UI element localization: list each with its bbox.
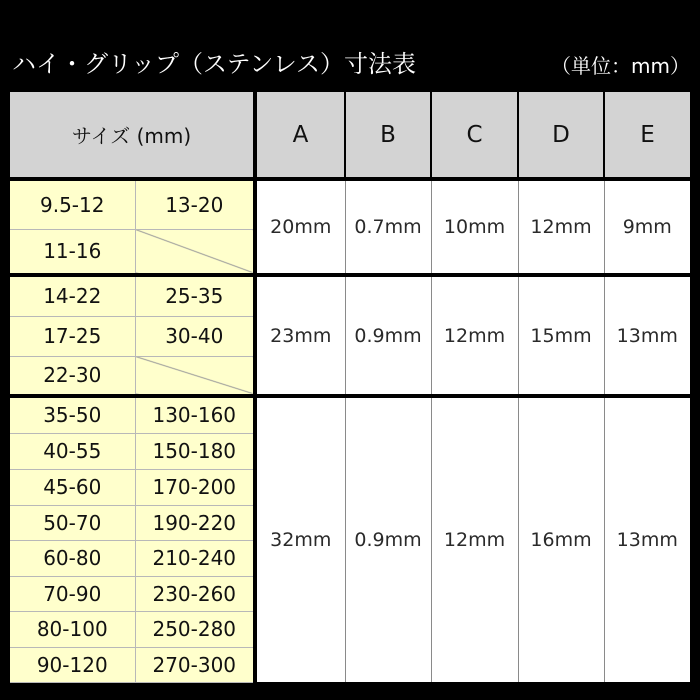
- column-header-b: B: [345, 92, 431, 179]
- size-cell: 40-55: [10, 433, 135, 469]
- column-header-d: D: [518, 92, 604, 179]
- value-d: 12mm: [518, 179, 604, 275]
- unit-label: （単位：mm）: [551, 54, 690, 78]
- size-cell: 170-200: [135, 469, 255, 505]
- size-cell: 11-16: [10, 229, 135, 275]
- value-b: 0.7mm: [345, 179, 431, 275]
- size-cell: 9.5-12: [10, 179, 135, 229]
- value-b: 0.9mm: [345, 275, 431, 396]
- size-cell: 90-120: [10, 647, 135, 682]
- page-title: ハイ・グリップ（ステンレス）寸法表: [12, 50, 417, 78]
- size-cell: 13-20: [135, 179, 255, 229]
- size-cell: 150-180: [135, 433, 255, 469]
- header-row: [10, 92, 690, 179]
- column-header-a: A: [255, 92, 345, 179]
- value-e: 13mm: [604, 275, 690, 396]
- size-cell: 45-60: [10, 469, 135, 505]
- size-cell: 30-40: [135, 316, 255, 356]
- table-row: [10, 275, 690, 316]
- size-cell: 190-220: [135, 505, 255, 540]
- value-b: 0.9mm: [345, 396, 431, 682]
- column-header-c: C: [431, 92, 518, 179]
- table-row: [10, 396, 690, 433]
- empty-diagonal-cell: [135, 229, 255, 275]
- value-e: 9mm: [604, 179, 690, 275]
- value-c: 12mm: [431, 275, 518, 396]
- size-header: サイズ (mm): [10, 92, 255, 179]
- value-d: 15mm: [518, 275, 604, 396]
- value-d: 16mm: [518, 396, 604, 682]
- size-cell: 70-90: [10, 576, 135, 611]
- size-cell: 80-100: [10, 611, 135, 647]
- value-a: 20mm: [255, 179, 345, 275]
- value-c: 10mm: [431, 179, 518, 275]
- value-a: 32mm: [255, 396, 345, 682]
- size-cell: 60-80: [10, 540, 135, 576]
- size-cell: 35-50: [10, 396, 135, 433]
- value-e: 13mm: [604, 396, 690, 682]
- size-cell: 130-160: [135, 396, 255, 433]
- size-cell: 270-300: [135, 647, 255, 682]
- table-row: [10, 179, 690, 229]
- value-c: 12mm: [431, 396, 518, 682]
- size-cell: 50-70: [10, 505, 135, 540]
- size-cell: 250-280: [135, 611, 255, 647]
- size-cell: 14-22: [10, 275, 135, 316]
- value-a: 23mm: [255, 275, 345, 396]
- size-cell: 22-30: [10, 356, 135, 396]
- column-header-e: E: [604, 92, 690, 179]
- size-cell: 230-260: [135, 576, 255, 611]
- empty-diagonal-cell: [135, 356, 255, 396]
- size-cell: 17-25: [10, 316, 135, 356]
- size-cell: 25-35: [135, 275, 255, 316]
- dimension-table: [10, 92, 690, 683]
- size-cell: 210-240: [135, 540, 255, 576]
